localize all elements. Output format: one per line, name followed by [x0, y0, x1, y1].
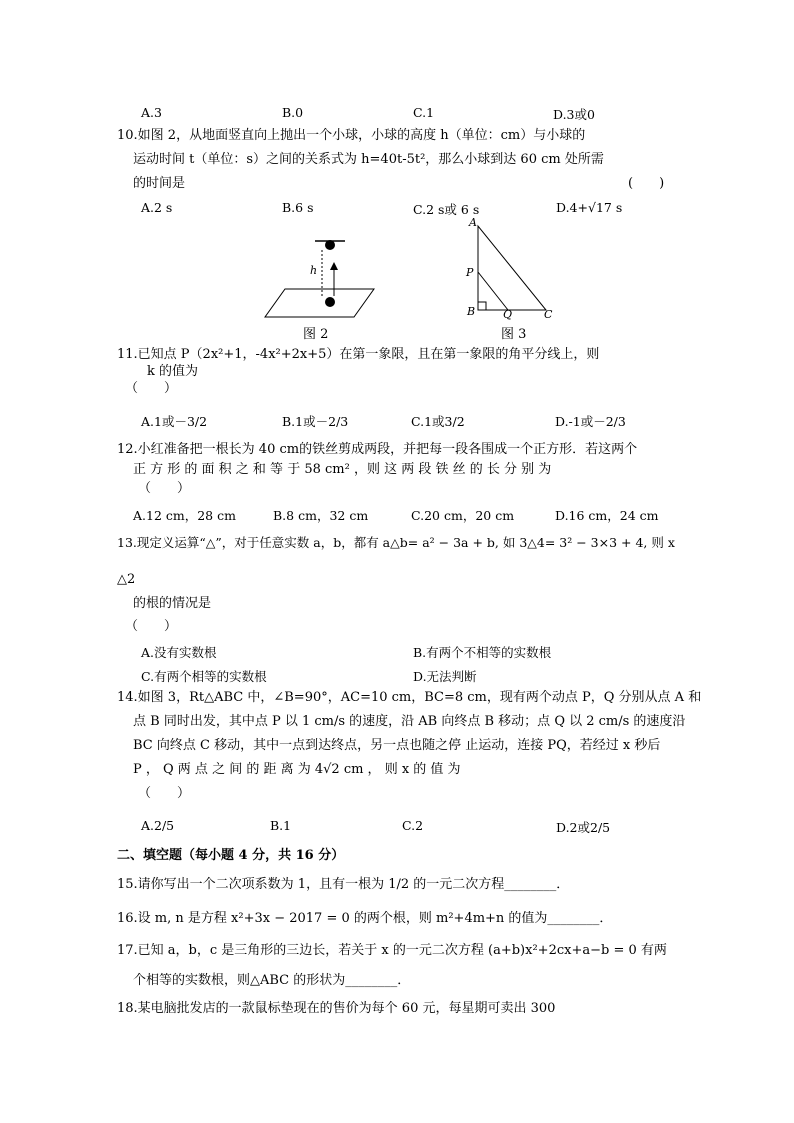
- figure-2-diagram: [260, 236, 380, 324]
- q12-option-b: B.8 cm，32 cm: [273, 508, 369, 523]
- q12-line1: 12.小红准备把一根长为 40 cm的铁丝剪成两段，并把每一段各围成一个正方形．若这两个: [117, 442, 638, 457]
- q13-option-b: B.有两个不相等的实数根: [413, 645, 552, 660]
- q10-option-a: A.2 s: [141, 200, 173, 215]
- q14-option-a: A.2/5: [141, 818, 175, 833]
- q14-option-b: B.1: [270, 818, 292, 833]
- section-2-heading: 二、填空题（每小题 4 分，共 16 分）: [117, 848, 345, 863]
- q14-line3: BC 向终点 C 移动，其中一点到达终点，另一点也随之停 止运动，连接 PQ，若经过 x 秒后: [133, 738, 661, 753]
- figure-3-label-a: A: [469, 216, 477, 229]
- q14-line2: 点 B 同时出发，其中点 P 以 1 cm/s 的速度，沿 AB 向终点 B 移动；点 Q 以 2 cm/s 的速度沿: [133, 714, 686, 729]
- q13-option-c: C.有两个相等的实数根: [141, 669, 267, 684]
- q16-text: 16.设 m, n 是方程 x²+3x − 2017 = 0 的两个根，则 m²+4m+n 的值为________．: [117, 911, 613, 926]
- q10-option-c: C.2 s或 6 s: [413, 202, 480, 217]
- figure-2-caption: 图 2: [303, 327, 329, 342]
- q13-paren: （ ）: [125, 619, 178, 634]
- q18-text: 18.某电脑批发店的一款鼠标垫现在的售价为每个 60 元，每星期可卖出 300: [117, 1001, 556, 1016]
- q17-line2: 个相等的实数根，则△ABC 的形状为________．: [133, 973, 411, 988]
- q13-line3: 的根的情况是: [133, 596, 212, 611]
- q14-option-c: C.2: [402, 818, 424, 833]
- q10-line3: 的时间是: [133, 176, 186, 191]
- q11-option-b: B.1或－2/3: [282, 414, 349, 429]
- q11-paren: （ ）: [125, 381, 178, 396]
- q10-option-b: B.6 s: [282, 200, 314, 215]
- figure-3-label-q: Q: [503, 308, 513, 321]
- figure-3-caption: 图 3: [501, 327, 527, 342]
- q11-line1: 11.已知点 P（2x²+1，-4x²+2x+5）在第一象限，且在第一象限的角平分线上，则: [117, 347, 600, 362]
- q9-option-a: A.3: [141, 105, 162, 120]
- q12-option-a: A.12 cm，28 cm: [133, 508, 236, 523]
- figure-3-label-c: C: [544, 308, 553, 321]
- q11-option-c: C.1或3/2: [411, 414, 465, 429]
- q12-option-c: C.20 cm，20 cm: [411, 508, 515, 523]
- q14-paren: （ ）: [138, 786, 191, 801]
- q12-option-d: D.16 cm，24 cm: [555, 508, 659, 523]
- figure-3-diagram: [470, 220, 560, 320]
- q12-line2: 正 方 形 的 面 积 之 和 等 于 58 cm² ，则 这 两 段 铁 丝 的 长 分 别 为: [133, 462, 552, 477]
- figure-2-h-label: h: [310, 264, 318, 277]
- q11-line2: k 的值为: [147, 364, 199, 379]
- q9-option-d: D.3或0: [553, 107, 595, 122]
- q10-paren: ( ): [628, 176, 665, 191]
- q13-line1: 13.现定义运算“△”，对于任意实数 a，b，都有 a△b= a² − 3a + b, 如 3△4= 3² − 3×3 + 4, 则 x: [117, 535, 675, 550]
- q14-line4: P ， Q 两 点 之 间 的 距 离 为 4√2 cm ， 则 x 的 值 为: [133, 762, 461, 777]
- q10-option-d: D.4+√17 s: [556, 200, 623, 215]
- q15-text: 15.请你写出一个二次项系数为 1，且有一根为 1/2 的一元二次方程________．: [117, 877, 570, 892]
- q12-paren: （ ）: [138, 481, 191, 496]
- q17-line1: 17.已知 a，b，c 是三角形的三边长，若关于 x 的一元二次方程 (a+b)x²+2cx+a−b = 0 有两: [117, 943, 667, 958]
- q14-line1: 14.如图 3，Rt△ABC 中，∠B=90°，AC=10 cm，BC=8 cm，现有两个动点 P，Q 分别从点 A 和: [117, 690, 702, 705]
- q9-option-b: B.0: [282, 105, 304, 120]
- figure-3-label-p: P: [466, 266, 474, 279]
- figure-3-label-b: B: [467, 305, 476, 318]
- q13-option-d: D.无法判断: [413, 669, 477, 684]
- q9-option-c: C.1: [413, 105, 435, 120]
- q13-option-a: A.没有实数根: [141, 645, 217, 660]
- q11-option-a: A.1或－3/2: [141, 414, 208, 429]
- q10-line1: 10.如图 2，从地面竖直向上抛出一个小球，小球的高度 h（单位：cm）与小球的: [117, 128, 586, 143]
- q11-option-d: D.-1或－2/3: [555, 414, 626, 429]
- q10-line2: 运动时间 t（单位：s）之间的关系式为 h=40t-5t²，那么小球到达 60 cm 处所需: [133, 152, 604, 167]
- q14-option-d: D.2或2/5: [556, 820, 611, 835]
- q13-line2: △2: [117, 572, 136, 587]
